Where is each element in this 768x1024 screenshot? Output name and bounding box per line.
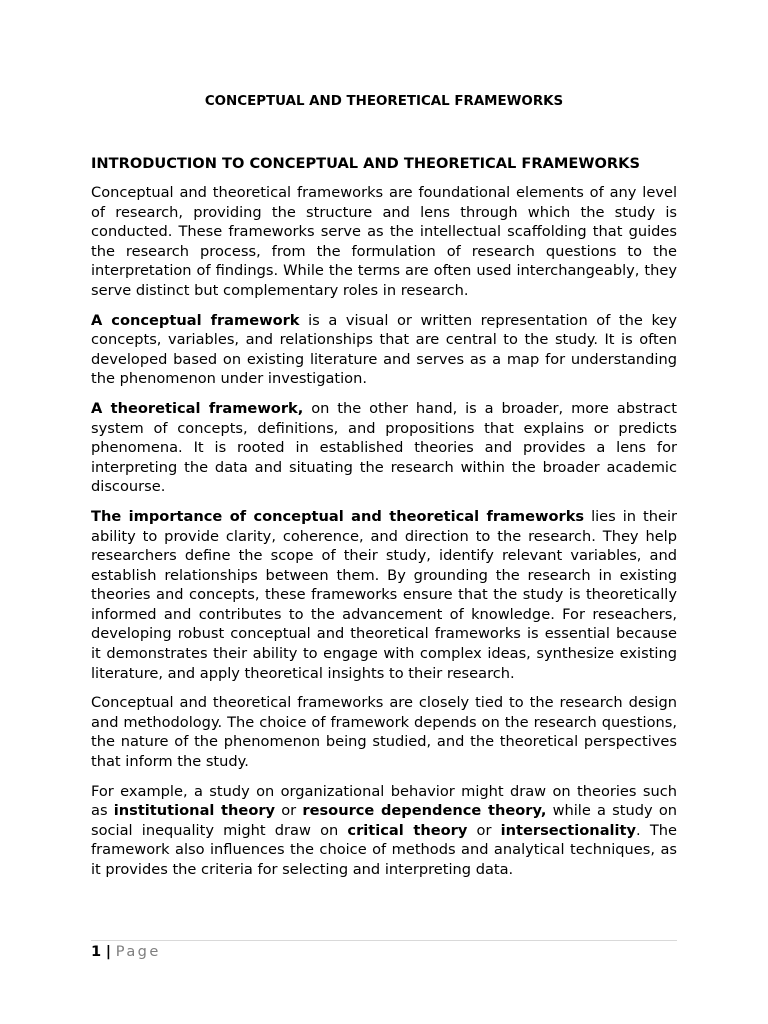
text-run: on the other hand, is a broader, more abstract system of concepts, definitions, and propositions that explains or predicts phenomena. It is rooted in established theories and provides a lens for interpreting the data and situating the research within the broader academic discourse. (91, 399, 678, 496)
bold-term: A conceptual framework (91, 311, 300, 329)
paragraph (91, 782, 677, 880)
text-run: Conceptual and theoretical frameworks are foundational elements of any level of research, providing the structure and lens through which the study is conducted. These frameworks serve as the intellectual scaffolding that guides the research process, from the formulation of research questions to the interpretation of findings. While the terms are often used interchangeably, they serve distinct but complementary roles in research. (91, 184, 677, 299)
footer-separator: | (105, 943, 112, 960)
text-run: or (275, 802, 303, 820)
section-heading: INTRODUCTION TO CONCEPTUAL AND THEORETICAL FRAMEWORKS (91, 155, 640, 172)
bold-term: critical theory (347, 821, 468, 839)
text-run: . The framework also influences the choice of methods and analytical techniques, as it provides the criteria for selecting and interpreting data. (91, 821, 677, 878)
bold-term: resource dependence theory, (302, 802, 547, 820)
paragraph (91, 183, 677, 301)
bold-term: intersectionality (500, 821, 637, 839)
bold-term: A theoretical framework, (91, 399, 304, 417)
text-run: is a visual or written representation of the key concepts, variables, and relationships that are central to the study. It is often developed based on existing literature and serves as a map for understanding the phenomenon under investigation. (91, 311, 677, 388)
paragraph (91, 399, 677, 497)
page-footer (91, 940, 677, 961)
paragraph (91, 507, 677, 683)
bold-term: The importance of conceptual and theoretical frameworks (91, 507, 585, 525)
page-body (91, 92, 677, 890)
text-run: while a study on social inequality might draw on (91, 802, 678, 839)
text-run: For example, a study on organizational behavior might draw on theories such as (91, 782, 677, 820)
text-run: or (467, 821, 501, 839)
document-title: CONCEPTUAL AND THEORETICAL FRAMEWORKS (204, 94, 564, 109)
paragraph (91, 693, 677, 771)
bold-term: institutional theory (113, 802, 276, 820)
page-number: 1 (91, 943, 102, 960)
text-run: Conceptual and theoretical frameworks are closely tied to the research design and methodology. The choice of framework depends on the research questions, the nature of the phenomenon being studied, and the theoretical perspectives that inform the study. (91, 694, 677, 771)
text-run: lies in their ability to provide clarity, coherence, and direction to the research. They help researchers define the scope of their study, identify relevant variables, and establish relationships between them. By grounding the research in existing theories and concepts, these frameworks ensure that the study is theoretically informed and contributes to the advancement of knowledge. For reseachers, developing robust conceptual and theoretical frameworks is essential because it demonstrates their ability to engage with complex ideas, synthesize existing literature, and apply theoretical insights to their research. (91, 507, 677, 682)
page-label: Page (115, 943, 161, 960)
paragraph (91, 311, 677, 389)
